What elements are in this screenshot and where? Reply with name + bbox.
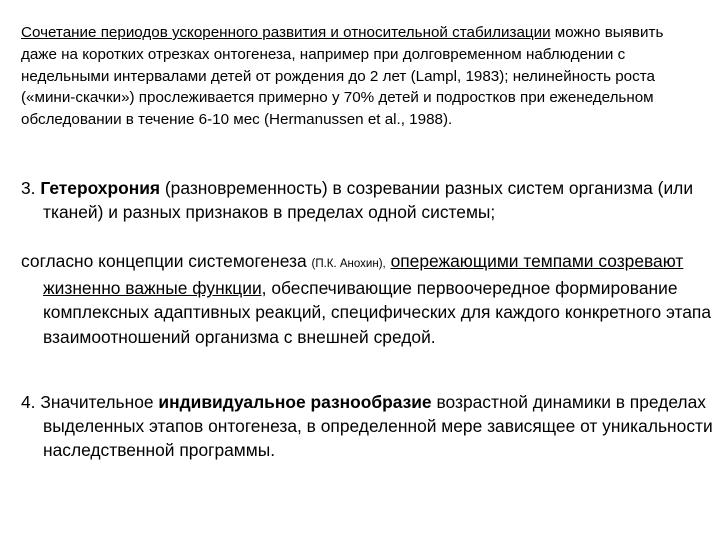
systemogenesis-lead: согласно концепции системогенеза <box>21 251 307 271</box>
item-3-text: (разновременность) в созревании разных систем организма (или тканей) и разных признаков в пределах одной системы; <box>43 178 694 223</box>
intro-text: можно выявить даже на коротких отрезках онтогенеза, например при долговременном наблюдении с недельными интервалами детей от рождения до 2 лет (Lampl, 1983); нелинейность роста («мини-скачки») прослеживается примерно у 70% детей и подростков при еженедельном обследовании в течение 6-10 мес (Hermanussen et al., 1988). <box>21 24 664 129</box>
item-3-number: 3. <box>21 178 36 198</box>
item-3-systemogenesis <box>21 249 720 349</box>
intro-paragraph <box>21 22 701 131</box>
item-3-heterochrony <box>21 176 720 224</box>
item-4-diversity <box>21 390 720 463</box>
item-4-number: 4. <box>21 392 36 412</box>
systemogenesis-underlined: опережающими темпами созревают жизненно важные функции, <box>43 251 684 299</box>
systemogenesis-text: обеспечивающие первоочередное формирование комплексных адаптивных реакций, специфических для каждого конкретного этапа взаимоотношений организма с внешней средой. <box>43 278 711 347</box>
item-4-term: индивидуальное разнообразие <box>158 392 432 412</box>
item-4-text: возрастной динамики в пределах выделенных этапов онтогенеза, в определенной мере зависящее от уникальности наследственной программы. <box>43 392 713 461</box>
item-4-lead: Значительное <box>40 392 154 412</box>
anokhin-citation: (П.К. Анохин), <box>311 258 386 270</box>
intro-first-line: Сочетание периодов ускоренного развития и относительной стабилизации <box>21 24 551 41</box>
item-3-term: Гетерохрония <box>40 178 161 198</box>
